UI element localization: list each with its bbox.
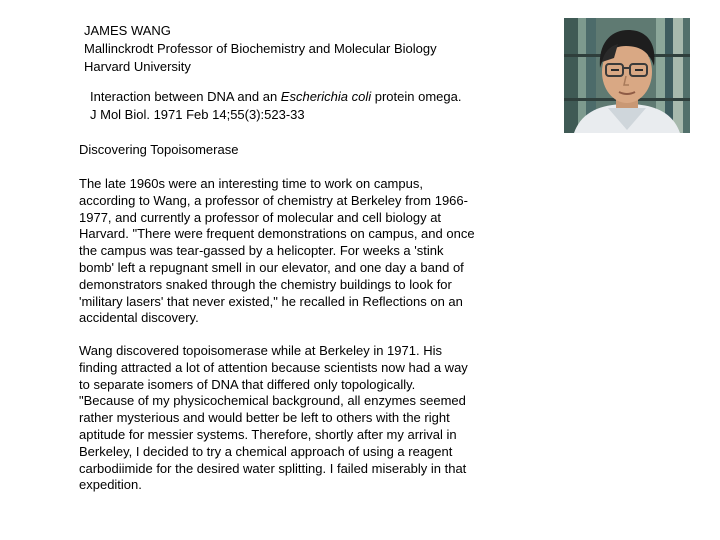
paragraph-line: bomb' left a repugnant smell in our elevator, and one day a band of: [79, 259, 464, 275]
paragraph-line: finding attracted a lot of attention because scientists now had a way: [79, 359, 468, 375]
paragraph-line: "Because of my physicochemical background, all enzymes seemed: [79, 393, 466, 409]
paragraph-line: the campus was tear-gassed by a helicopter. For weeks a 'stink: [79, 243, 444, 259]
author-portrait: [564, 18, 690, 133]
paragraph-line: to separate isomers of DNA that differed only topologically.: [79, 376, 416, 392]
paragraph-2: [79, 343, 559, 494]
paragraph-line: The late 1960s were an interesting time to work on campus,: [79, 176, 423, 191]
paragraph-line: Harvard. "There were frequent demonstrations on campus, and once: [79, 226, 475, 242]
citation-title: [90, 88, 461, 106]
citation-journal: J Mol Biol. 1971 Feb 14;55(3):523-33: [90, 107, 305, 122]
author-name: JAMES WANG: [84, 23, 171, 38]
paragraph-line: according to Wang, a professor of chemistry at Berkeley from 1966-: [79, 192, 468, 208]
paragraph-line: demonstrators snaked through the chemistry buildings to look for: [79, 276, 452, 292]
paragraph-line: carbodiimide for the desired water splitting. I failed miserably in that: [79, 460, 467, 476]
citation-organism: Escherichia coli: [280, 89, 372, 104]
author-header: [84, 22, 437, 76]
section-title: Discovering Topoisomerase: [79, 142, 239, 157]
paragraph-line: Berkeley, I decided to try a chemical approach of using a reagent: [79, 443, 453, 459]
paragraph-1: [79, 176, 559, 327]
author-position: Mallinckrodt Professor of Biochemistry and Molecular Biology: [84, 41, 437, 56]
citation-title-start: Interaction between DNA and an: [90, 89, 281, 104]
paragraph-line: Wang discovered topoisomerase while at Berkeley in 1971. His: [79, 343, 442, 358]
paragraph-line: 'military lasers' that never existed," he recalled in Reflections on an: [79, 293, 463, 309]
paragraph-line: rather mysterious and would better be left to others with the right: [79, 410, 450, 426]
paragraph-line: aptitude for messier systems. Therefore, shortly after my arrival in: [79, 426, 457, 442]
portrait-illustration: [564, 18, 690, 133]
paragraph-line: accidental discovery.: [79, 310, 199, 326]
author-institution: Harvard University: [84, 59, 191, 74]
paragraph-line: expedition.: [79, 477, 142, 493]
citation: [90, 88, 461, 124]
citation-title-end: protein omega.: [371, 89, 462, 104]
paragraph-line: 1977, and currently a professor of molecular and cell biology at: [79, 209, 442, 225]
